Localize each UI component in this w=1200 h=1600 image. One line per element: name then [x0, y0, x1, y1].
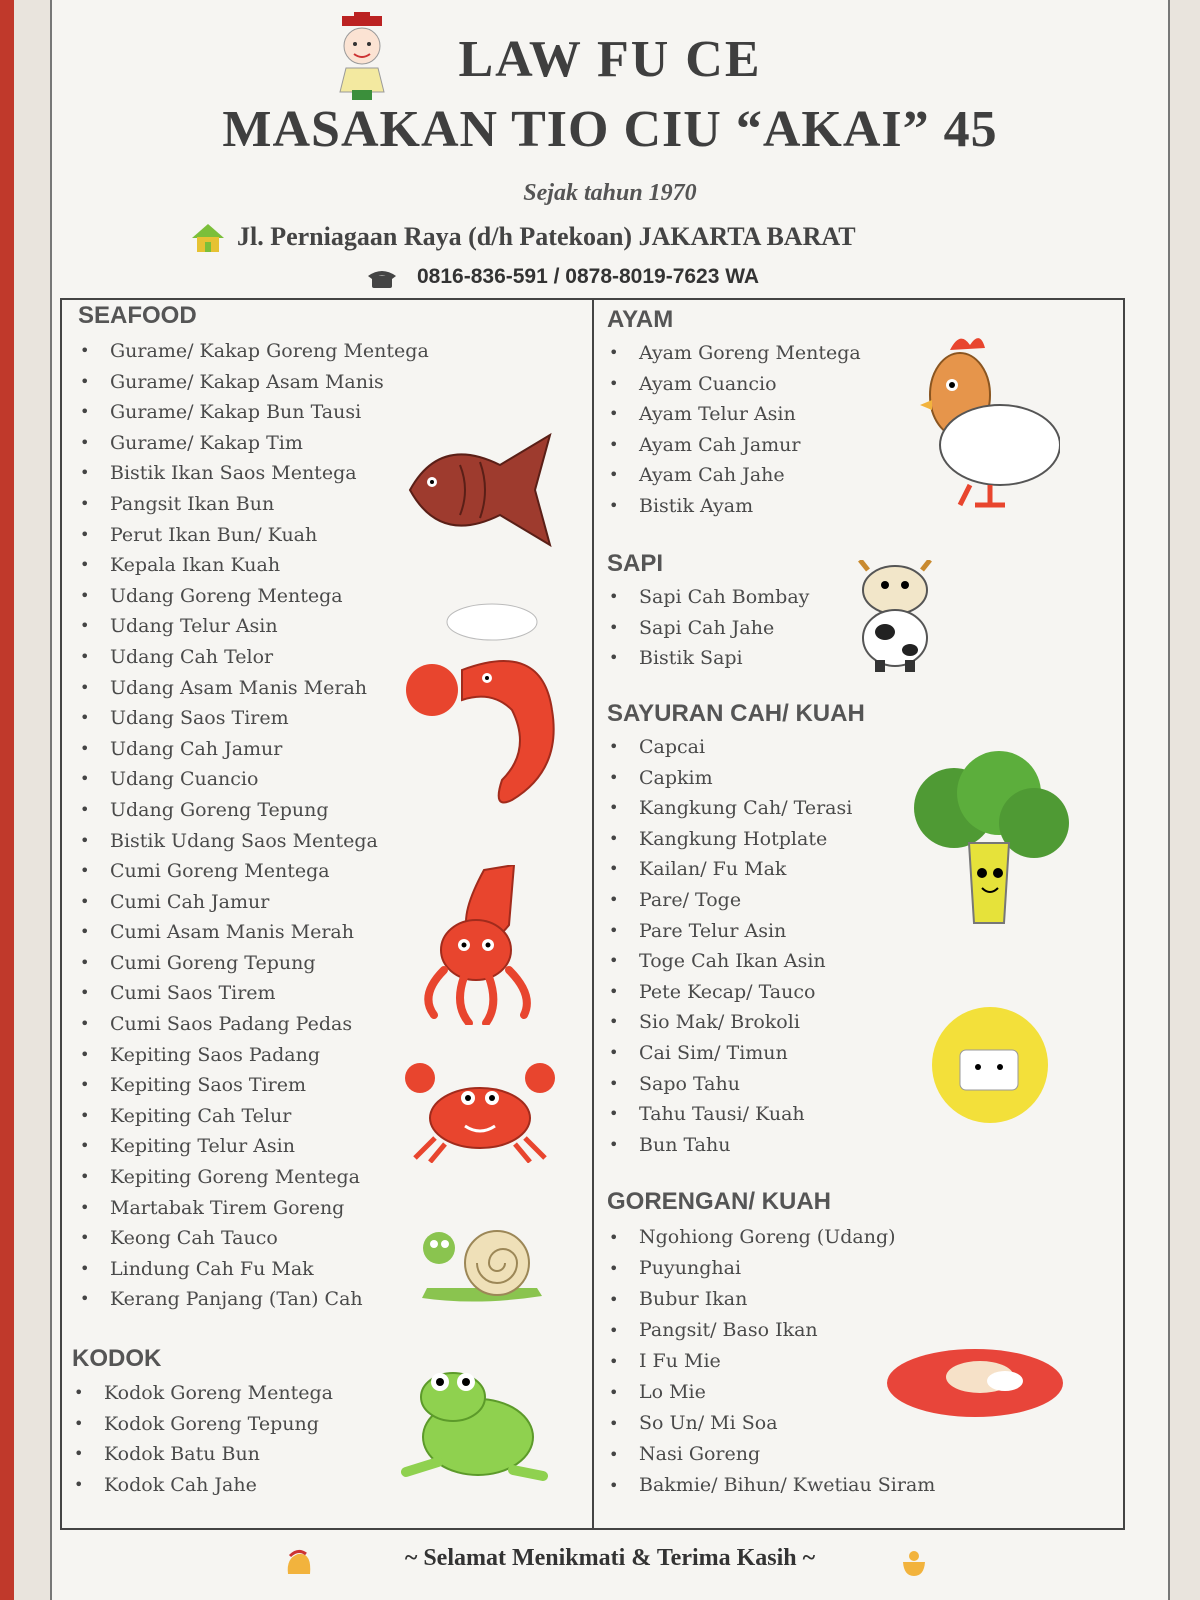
menu-table	[60, 298, 1125, 1530]
list-item: • Bubur Ikan	[607, 1284, 935, 1315]
broccoli-icon	[904, 748, 1074, 928]
list-item: • Kepiting Saos Padang	[78, 1040, 429, 1071]
ayam-list	[607, 338, 861, 522]
menu-cover-edge	[0, 0, 14, 1600]
list-item: • Sio Mak/ Brokoli	[607, 1007, 852, 1038]
list-item: • Gurame/ Kakap Tim	[78, 428, 429, 459]
list-item: • Udang Cuancio	[78, 764, 429, 795]
restaurant-subtitle: MASAKAN TIO CIU “AKAI” 45	[222, 101, 998, 158]
list-item: • Udang Goreng Mentega	[78, 581, 429, 612]
list-item: • Udang Cah Telor	[78, 642, 429, 673]
section-title-kodok: KODOK	[72, 1345, 162, 1372]
list-item: • Udang Asam Manis Merah	[78, 673, 429, 704]
list-item: • Kodok Batu Bun	[72, 1439, 333, 1470]
list-item: • Capkim	[607, 763, 852, 794]
list-item: • Gurame/ Kakap Bun Tausi	[78, 397, 429, 428]
list-item: • Capcai	[607, 732, 852, 763]
list-item: • Sapo Tahu	[607, 1069, 852, 1100]
sapi-list	[607, 582, 809, 674]
list-item: • Ayam Telur Asin	[607, 399, 861, 430]
list-item: • Ngohiong Goreng (Udang)	[607, 1222, 935, 1253]
list-item: • Bistik Udang Saos Mentega	[78, 826, 429, 857]
list-item: • Bistik Ikan Saos Mentega	[78, 458, 429, 489]
established-text: Sejak tahun 1970	[523, 180, 697, 206]
phone-icon	[368, 270, 396, 290]
list-item: • Toge Cah Ikan Asin	[607, 946, 852, 977]
section-title-sayuran: SAYURAN CAH/ KUAH	[607, 700, 865, 727]
chicken-icon	[920, 330, 1060, 510]
list-item: • Pare/ Toge	[607, 885, 852, 916]
squid-icon	[414, 865, 544, 1025]
list-item: • Martabak Tirem Goreng	[78, 1193, 429, 1224]
list-item: • Udang Saos Tirem	[78, 703, 429, 734]
list-item: • Pare Telur Asin	[607, 916, 852, 947]
list-item: • Cumi Asam Manis Merah	[78, 917, 429, 948]
list-item: • Gurame/ Kakap Goreng Mentega	[78, 336, 429, 367]
list-item: • Udang Cah Jamur	[78, 734, 429, 765]
menu-header	[52, 0, 1168, 300]
list-item: • Nasi Goreng	[607, 1439, 935, 1470]
list-item: • Kerang Panjang (Tan) Cah	[78, 1284, 429, 1315]
section-title-ayam: AYAM	[607, 306, 674, 333]
dish-icon	[885, 1345, 1065, 1420]
list-item: • Pangsit/ Baso Ikan	[607, 1315, 935, 1346]
list-item: • Pete Kecap/ Tauco	[607, 977, 852, 1008]
menu-sheet	[50, 0, 1170, 1600]
list-item: • Gurame/ Kakap Asam Manis	[78, 367, 429, 398]
shrimp-icon	[402, 600, 582, 820]
list-item: • Udang Telur Asin	[78, 611, 429, 642]
kodok-list	[72, 1378, 333, 1500]
house-icon	[190, 222, 226, 254]
list-item: • Pangsit Ikan Bun	[78, 489, 429, 520]
crab-icon	[400, 1058, 560, 1163]
list-item: • Cumi Saos Padang Pedas	[78, 1009, 429, 1040]
section-title-gorengan: GORENGAN/ KUAH	[607, 1188, 832, 1215]
list-item: • Puyunghai	[607, 1253, 935, 1284]
list-item: • Cumi Goreng Mentega	[78, 856, 429, 887]
list-item: • Lindung Cah Fu Mak	[78, 1254, 429, 1285]
list-item: • Ayam Cah Jahe	[607, 460, 861, 491]
list-item: • Cumi Goreng Tepung	[78, 948, 429, 979]
phone-numbers: 0816-836-591 / 0878-8019-7623 WA	[417, 265, 760, 288]
list-item: • Kailan/ Fu Mak	[607, 854, 852, 885]
list-item: • Kepiting Cah Telur	[78, 1101, 429, 1132]
sayuran-list	[607, 732, 852, 1160]
list-item: • Cai Sim/ Timun	[607, 1038, 852, 1069]
column-divider	[592, 300, 594, 1528]
seafood-list	[78, 336, 429, 1315]
fish-icon	[400, 420, 560, 560]
smile-bowl-icon	[900, 1550, 928, 1578]
list-item: • Sapi Cah Jahe	[607, 613, 809, 644]
list-item: • Bakmie/ Bihun/ Kwetiau Siram	[607, 1470, 935, 1501]
list-item: • Kepiting Telur Asin	[78, 1131, 429, 1162]
list-item: • Kodok Goreng Tepung	[72, 1409, 333, 1440]
frog-icon	[398, 1362, 548, 1482]
list-item: • Ayam Goreng Mentega	[607, 338, 861, 369]
list-item: • Cumi Saos Tirem	[78, 978, 429, 1009]
list-item: • Bistik Sapi	[607, 643, 809, 674]
list-item: • Lo Mie	[607, 1377, 935, 1408]
list-item: • Kodok Goreng Mentega	[72, 1378, 333, 1409]
list-item: • Tahu Tausi/ Kuah	[607, 1099, 852, 1130]
list-item: • Kepiting Goreng Mentega	[78, 1162, 429, 1193]
list-item: • Bistik Ayam	[607, 491, 861, 522]
list-item: • Kangkung Hotplate	[607, 824, 852, 855]
list-item: • I Fu Mie	[607, 1346, 935, 1377]
footer-thanks: ~ Selamat Menikmati & Terima Kasih ~	[404, 1545, 816, 1571]
list-item: • Udang Goreng Tepung	[78, 795, 429, 826]
address-text: Jl. Perniagaan Raya (d/h Patekoan) JAKARTA BARAT	[237, 222, 856, 251]
snail-icon	[417, 1218, 547, 1308]
list-item: • Cumi Cah Jamur	[78, 887, 429, 918]
list-item: • So Un/ Mi Soa	[607, 1408, 935, 1439]
restaurant-name: LAW FU CE	[458, 31, 762, 88]
list-item: • Kodok Cah Jahe	[72, 1470, 333, 1501]
cow-icon	[840, 560, 950, 675]
section-title-sapi: SAPI	[607, 550, 664, 577]
list-item: • Kepala Ikan Kuah	[78, 550, 429, 581]
list-item: • Ayam Cah Jamur	[607, 430, 861, 461]
list-item: • Bun Tahu	[607, 1130, 852, 1161]
list-item: • Kangkung Cah/ Terasi	[607, 793, 852, 824]
list-item: • Ayam Cuancio	[607, 369, 861, 400]
tofu-icon	[930, 1005, 1050, 1125]
list-item: • Perut Ikan Bun/ Kuah	[78, 520, 429, 551]
section-title-seafood: SEAFOOD	[78, 302, 197, 329]
list-item: • Keong Cah Tauco	[78, 1223, 429, 1254]
list-item: • Sapi Cah Bombay	[607, 582, 809, 613]
list-item: • Kepiting Saos Tirem	[78, 1070, 429, 1101]
